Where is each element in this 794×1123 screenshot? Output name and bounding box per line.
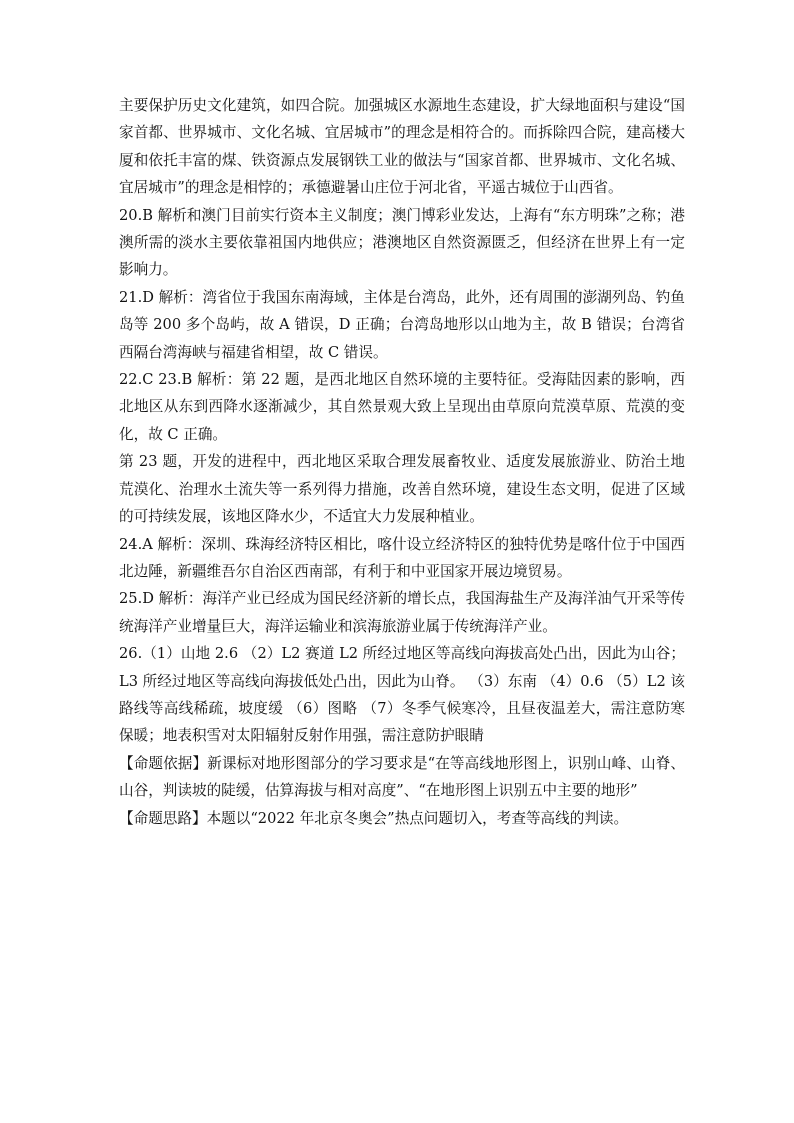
paragraph-heritage-protection: 主要保护历史文化建筑，如四合院。加强城区水源地生态建设，扩大绿地面积与建设“国家首都、世界城市、文化名城、宜居城市”的理念是相符合的。而拆除四合院，建高楼大厦和依托丰富的煤、铁资源点发展钢铁工业的做法与“国家首都、世界城市、文化名城、宜居城市”的理念是相悖的；承德避暑山庄位于河北省，平遥古城位于山西省。 <box>119 97 685 197</box>
paragraph-answer-21: 21.D 解析：湾省位于我国东南海域，主体是台湾岛，此外，还有周围的澎湖列岛、钓鱼岛等 200 多个岛屿，故 A 错误，D 正确；台湾岛地形以山地为主，故 B 错误；台湾省西隔台湾海峡与福建省相望，故 C 错误。 <box>119 288 685 361</box>
paragraph-proposition-basis: 【命题依据】新课标对地形图部分的学习要求是“在等高线地形图上，识别山峰、山脊、山谷，判读坡的陡缓，估算海拔与相对高度”、“在地形图上识别五中主要的地形” <box>119 754 685 800</box>
paragraph-answer-20: 20.B 解析和澳门目前实行资本主义制度；澳门博彩业发达，上海有“东方明珠”之称；港澳所需的淡水主要依靠祖国内地供应；港澳地区自然资源匮乏，但经济在世界上有一定影响力。 <box>119 206 685 279</box>
answer-text-body <box>119 92 685 832</box>
paragraph-answer-24: 24.A 解析：深圳、珠海经济特区相比，喀什设立经济特区的独特优势是喀什位于中国西北边陲，新疆维吾尔自治区西南部，有利于和中亚国家开展边境贸易。 <box>119 535 685 580</box>
paragraph-answer-23-detail: 第 23 题，开发的进程中，西北地区采取合理发展畜牧业、适度发展旅游业、防治土地荒漠化、治理水土流失等一系列得力措施，改善自然环境，建设生态文明，促进了区域的可持续发展，该地区降水少，不适宜大力发展种植业。 <box>119 453 685 526</box>
paragraph-answer-22-23: 22.C 23.B 解析：第 22 题，是西北地区自然环境的主要特征。受海陆因素的影响，西北地区从东到西降水逐渐减少，其自然景观大致上呈现出由草原向荒漠草原、荒漠的变化，故 C 正确。 <box>119 371 685 443</box>
paragraph-answer-25: 25.D 解析：海洋产业已经成为国民经济新的增长点，我国海盐生产及海洋油气开采等传统海洋产业增量巨大，海洋运输业和滨海旅游业属于传统海洋产业。 <box>119 590 685 635</box>
paragraph-answer-26: 26.（1）山地 2.6 （2）L2 赛道 L2 所经过地区等高线向海拔高处凸出，因此为山谷；L3 所经过地区等高线向海拔低处凸出，因此为山脊。 （3）东南 （4）0.6 （5）L2 该路线等高线稀疏，坡度缓 （6）图略 （7）冬季气候寒冷，且昼夜温差大，需注意防寒保暖；地表积雪对太阳辐射反射作用强，需注意防护眼睛 <box>119 645 685 745</box>
paragraph-proposition-idea: 【命题思路】本题以“2022 年北京冬奥会”热点问题切入，考查等高线的判读。 <box>119 809 629 827</box>
